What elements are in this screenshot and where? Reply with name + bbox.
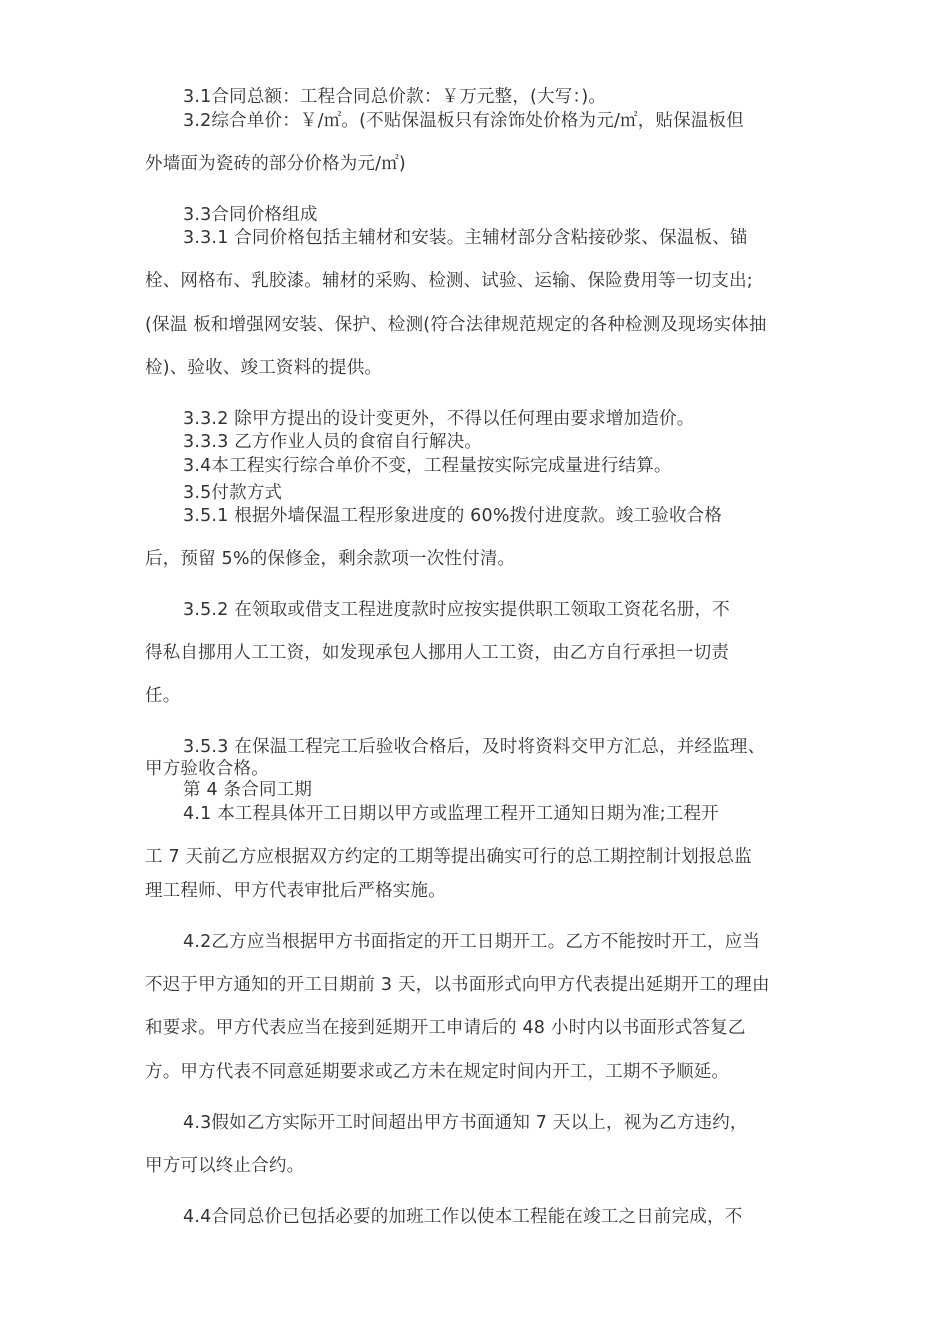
clause-4-2-cont: 不迟于甲方通知的开工日期前 3 天，以书面形式向甲方代表提出延期开工的理由 [145, 975, 770, 995]
clause-3-3-heading: 3.3合同价格组成 [183, 205, 318, 225]
clause-3-3-3: 3.3.3 乙方作业人员的食宿自行解决。 [183, 432, 483, 452]
clause-3-5-2-cont: 得私自挪用人工工资，如发现承包人挪用人工工资，由乙方自行承担一切责 [145, 643, 730, 663]
clause-4-1-cont: 理工程师、甲方代表审批后严格实施。 [145, 881, 446, 901]
clause-3-2: 3.2综合单价：￥/㎡。(不贴保温板只有涂饰处价格为元/㎡，贴保温板但 [183, 111, 744, 131]
clause-3-5-3: 3.5.3 在保温工程完工后验收合格后，及时将资料交甲方汇总，并经监理、 [183, 737, 766, 757]
clause-4-3: 4.3假如乙方实际开工时间超出甲方书面通知 7 天以上，视为乙方违约， [183, 1113, 748, 1133]
clause-4-1-cont: 工 7 天前乙方应根据双方约定的工期等提出确实可行的总工期控制计划报总监 [145, 847, 752, 867]
clause-3-5-1-cont: 后，预留 5%的保修金，剩余款项一次性付清。 [145, 549, 516, 569]
clause-4-2: 4.2乙方应当根据甲方书面指定的开工日期开工。乙方不能按时开工，应当 [183, 932, 761, 952]
clause-3-2-cont: 外墙面为瓷砖的部分价格为元/㎡) [145, 154, 406, 174]
clause-4-2-cont: 方。甲方代表不同意延期要求或乙方未在规定时间内开工，工期不予顺延。 [145, 1062, 730, 1082]
clause-3-3-1-cont: (保温 板和增强网安装、保护、检测(符合法律规范规定的各种检测及现场实体抽 [145, 315, 767, 335]
clause-3-1: 3.1合同总额：工程合同总价款：￥万元整，(大写：)。 [183, 87, 607, 107]
clause-4-2-cont: 和要求。甲方代表应当在接到延期开工申请后的 48 小时内以书面形式答复乙 [145, 1018, 746, 1038]
clause-3-3-2: 3.3.2 除甲方提出的设计变更外，不得以任何理由要求增加造价。 [183, 409, 695, 429]
clause-3-5-1: 3.5.1 根据外墙保温工程形象进度的 60%拨付进度款。竣工验收合格 [183, 506, 723, 526]
clause-3-3-1-cont: 检)、验收、竣工资料的提供。 [145, 358, 383, 378]
clause-4-4: 4.4合同总价已包括必要的加班工作以使本工程能在竣工之日前完成，不 [183, 1207, 743, 1227]
clause-3-5-2: 3.5.2 在领取或借支工程进度款时应按实提供职工领取工资花名册，不 [183, 600, 730, 620]
clause-3-5-3-cont: 甲方验收合格。 [145, 759, 269, 779]
clause-3-5-2-cont: 任。 [145, 686, 181, 706]
clause-3-4: 3.4本工程实行综合单价不变，工程量按实际完成量进行结算。 [183, 456, 672, 476]
clause-4-3-cont: 甲方可以终止合约。 [145, 1156, 305, 1176]
article-4-heading: 第 4 条合同工期 [183, 780, 313, 800]
clause-3-5-heading: 3.5付款方式 [183, 483, 283, 503]
clause-4-1: 4.1 本工程具体开工日期以甲方或监理工程开工通知日期为准;工程开 [183, 804, 719, 824]
clause-3-3-1-cont: 栓、网格布、乳胶漆。辅材的采购、检测、试验、运输、保险费用等一切支出; [145, 271, 753, 291]
clause-3-3-1: 3.3.1 合同价格包括主辅材和安装。主辅材部分含粘接砂浆、保温板、锚 [183, 228, 748, 248]
